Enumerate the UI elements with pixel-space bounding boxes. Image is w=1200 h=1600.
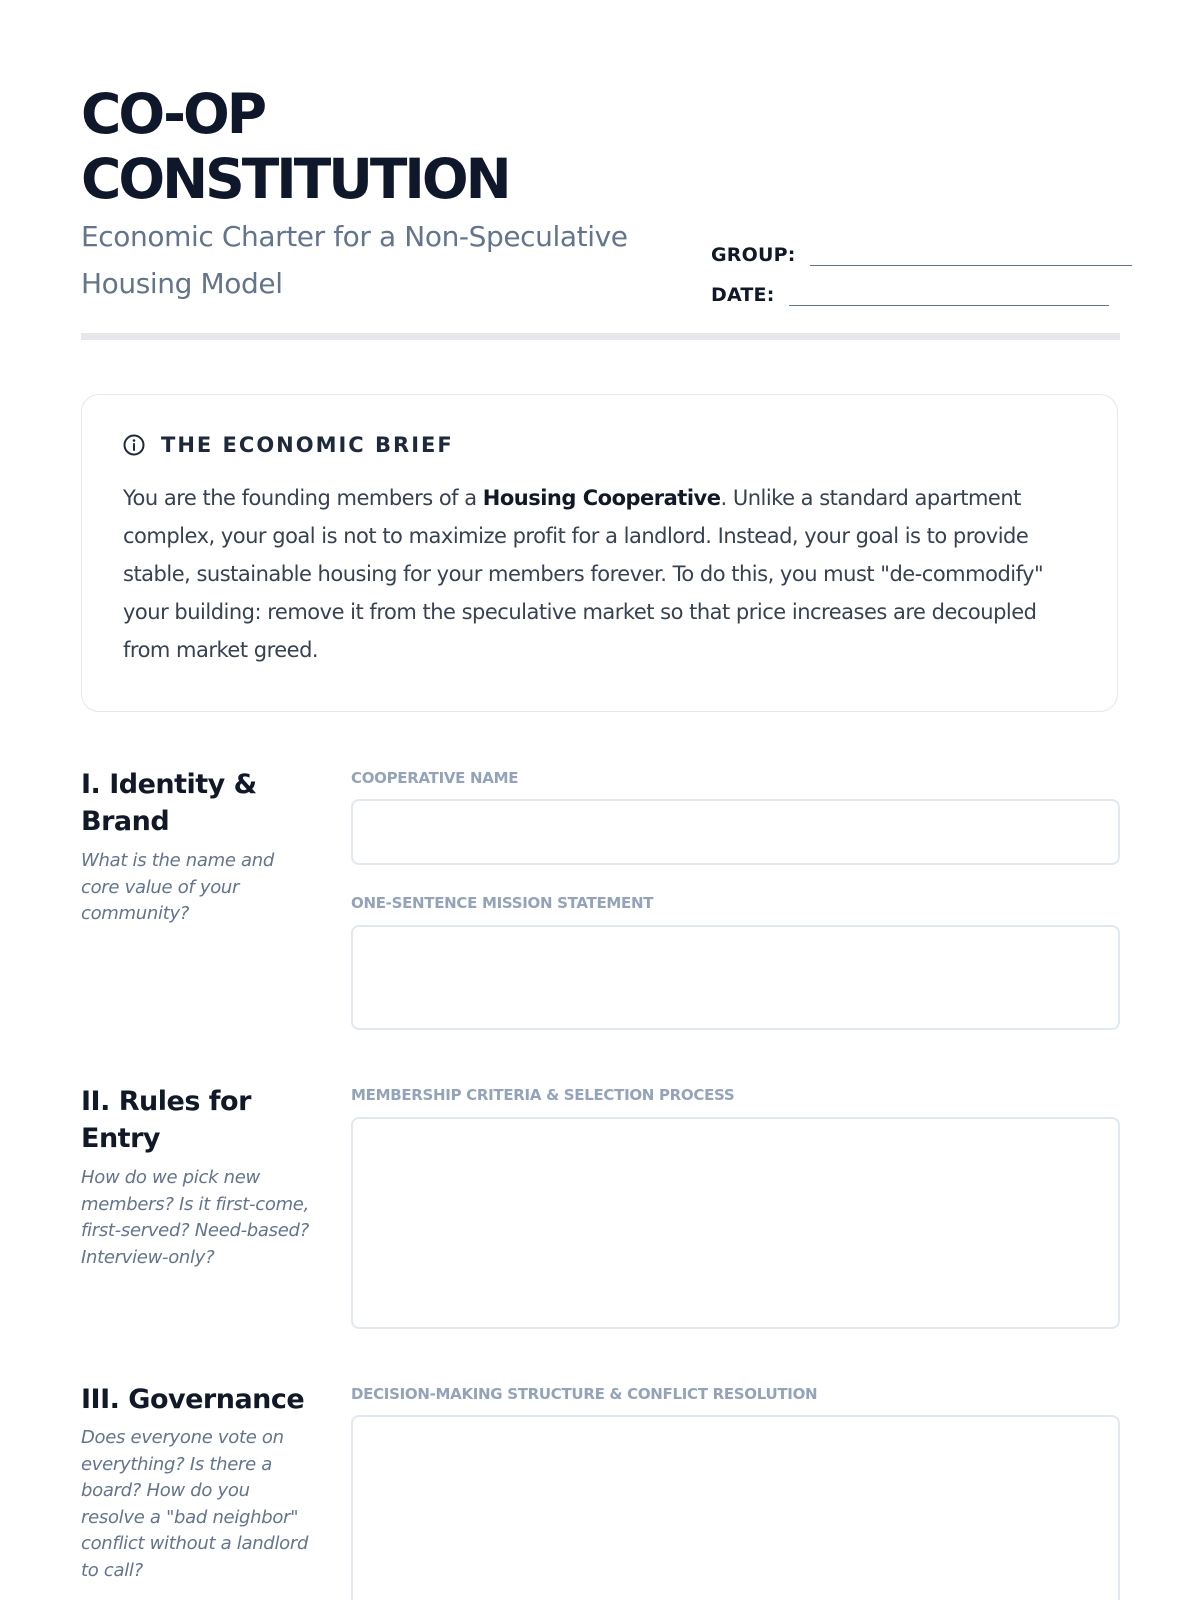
section-entry-description: How do we pick new members? Is it first-come, first-served? Need-based? Interview-only? (81, 1167, 309, 1268)
page-title (81, 82, 509, 212)
governance-structure-label: DECISION-MAKING STRUCTURE & CONFLICT RESOLUTION (351, 1385, 818, 1403)
group-label: GROUP: (711, 244, 796, 266)
mission-statement-label: ONE-SENTENCE MISSION STATEMENT (351, 894, 654, 912)
title-line-2: CONSTITUTION (81, 147, 509, 211)
brief-text-start: You are the founding members of a (123, 486, 483, 510)
title-line-1: CO-OP (81, 82, 265, 146)
date-line[interactable] (789, 285, 1109, 306)
section-governance-description: Does everyone vote on everything? Is there a board? How do you resolve a "bad neighbor" conflict without a landlord to call? (81, 1427, 309, 1581)
info-icon (123, 434, 145, 456)
worksheet-page (81, 0, 1120, 1600)
governance-structure-input[interactable] (351, 1415, 1120, 1600)
date-label: DATE: (711, 284, 775, 306)
group-line[interactable] (810, 245, 1132, 266)
brief-text (123, 479, 1083, 669)
brief-text-end: . Unlike a standard apartment complex, your goal is not to maximize profit for a landlord. Instead, your goal is to provide stable, sustainable housing for your members forever. To do this, you must "de-commodify" your building: remove it from the speculative market so that price increases are decoupled from market greed. (123, 486, 1044, 662)
section-entry-title: II. Rules for Entry (81, 1086, 251, 1154)
membership-criteria-input[interactable] (351, 1117, 1120, 1329)
page-subtitle (81, 213, 681, 307)
economic-brief-card (81, 394, 1118, 712)
subtitle-line-1: Economic Charter for a Non-Speculative (81, 220, 628, 253)
brief-header (123, 433, 454, 457)
group-row (711, 244, 1132, 266)
section-governance-title: III. Governance (81, 1384, 305, 1415)
cooperative-name-input[interactable] (351, 799, 1120, 865)
membership-criteria-label: MEMBERSHIP CRITERIA & SELECTION PROCESS (351, 1086, 735, 1104)
brief-title: THE ECONOMIC BRIEF (161, 433, 454, 457)
subtitle-line-2: Housing Model (81, 267, 283, 300)
cooperative-name-label: COOPERATIVE NAME (351, 769, 519, 787)
mission-statement-input[interactable] (351, 925, 1120, 1030)
brief-text-bold: Housing Cooperative (482, 486, 721, 510)
section-identity-title: I. Identity & Brand (81, 769, 257, 837)
date-row (711, 284, 1109, 306)
section-identity-description: What is the name and core value of your community? (81, 850, 275, 924)
header-divider (81, 333, 1120, 340)
